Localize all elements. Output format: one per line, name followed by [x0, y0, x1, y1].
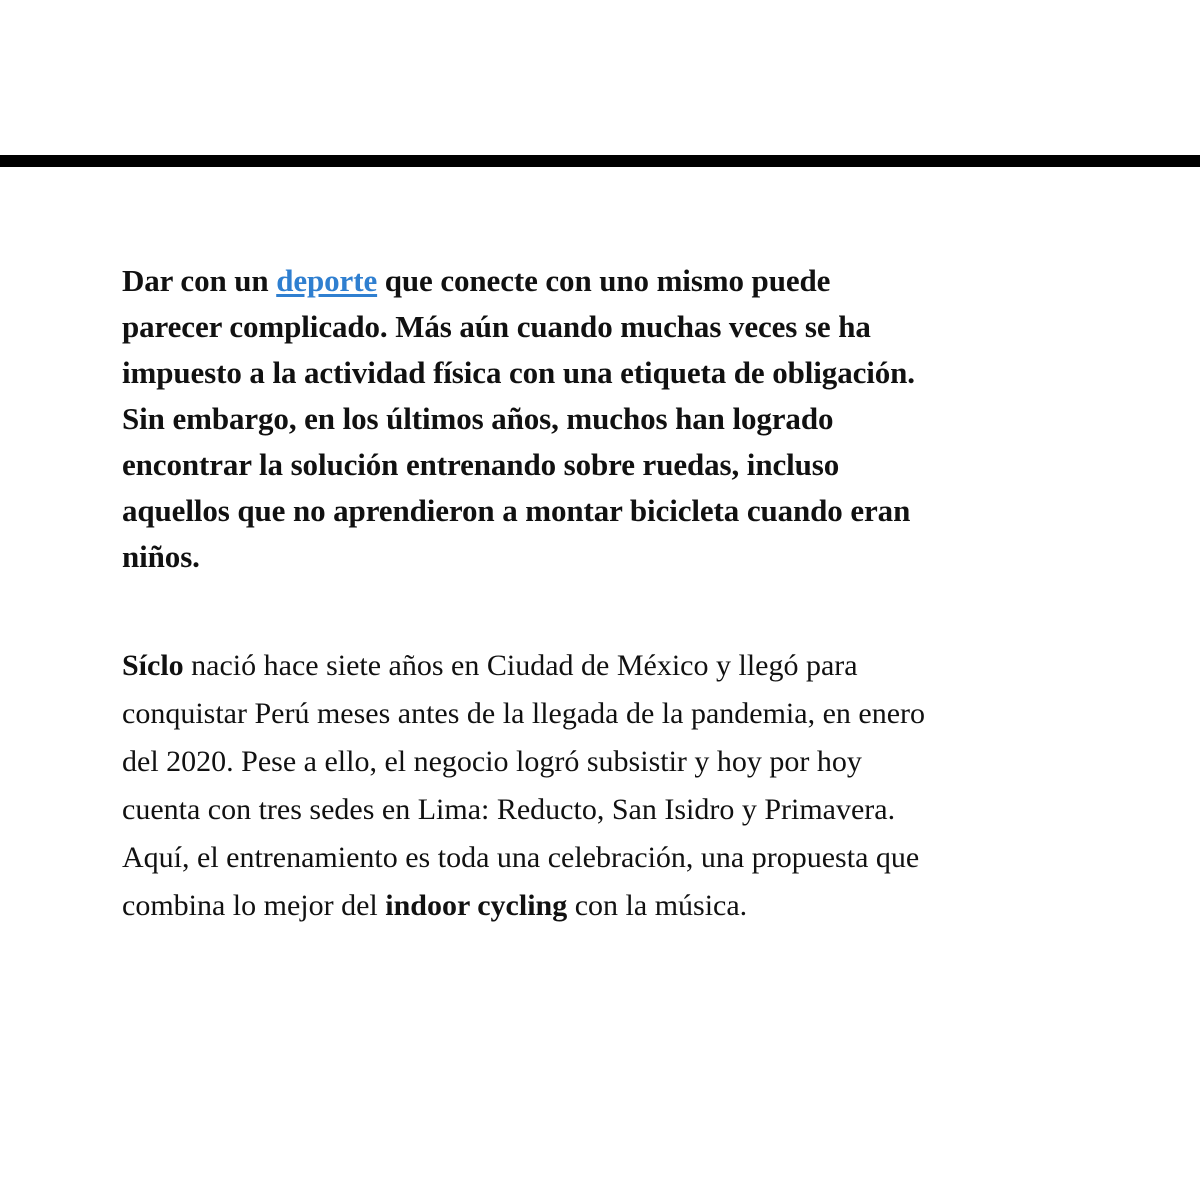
emphasis-indoor-cycling: indoor cycling	[385, 889, 568, 922]
section-divider-rule	[0, 155, 1200, 167]
second-paragraph-part-two: con la música.	[567, 889, 748, 922]
second-paragraph-part-one: nació hace siete años en Ciudad de México y llegó para conquistar Perú meses antes de la llegada de la pandemia, en enero del 2020. Pese a ello, el negocio logró subsistir y hoy por hoy cuenta con tres sedes en Lima: Reducto, San Isidro y Primavera. Aquí, el entrenamiento es toda una celebración, una propuesta que combina lo mejor del	[122, 649, 926, 922]
deporte-link[interactable]: deporte	[276, 263, 378, 298]
brand-name-siclo: Síclo	[122, 649, 184, 682]
paragraph-spacer	[122, 580, 934, 642]
lead-paragraph-text-before-link: Dar con un	[122, 263, 277, 298]
lead-paragraph-text-after-link: que conecte con uno mismo puede parecer complicado. Más aún cuando muchas veces se ha impuesto a la actividad física con una etiqueta de obligación. Sin embargo, en los últimos años, muchos han logrado encontrar la solución entrenando sobre ruedas, incluso aquellos que no aprendieron a montar bicicleta cuando eran niños.	[122, 263, 915, 574]
lead-paragraph	[122, 258, 934, 580]
second-paragraph	[122, 642, 934, 930]
article-body	[122, 258, 934, 930]
